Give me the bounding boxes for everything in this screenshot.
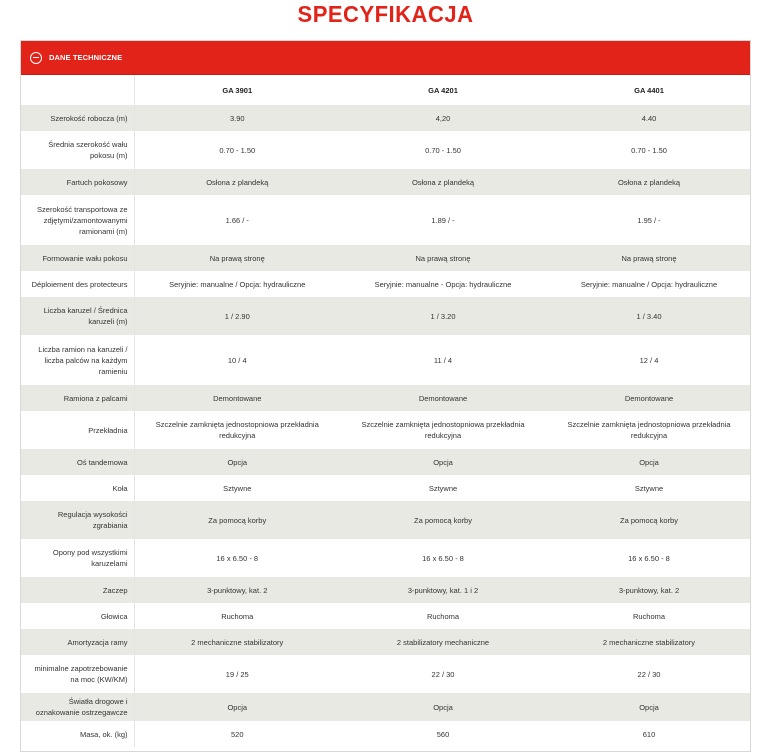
row-label: Liczba ramion na karuzeli / liczba palców na każdym ramieniu — [21, 335, 134, 385]
table-header-row — [21, 75, 751, 105]
row-value: Sztywne — [546, 475, 751, 501]
page-title: SPECYFIKACJA — [297, 1, 474, 28]
row-value: Demontowane — [340, 385, 546, 411]
row-value: Szczelnie zamknięta jednostopniowa przekładnia redukcyjna — [134, 411, 340, 449]
row-label: Światła drogowe i oznakowanie ostrzegawcze — [21, 693, 134, 721]
table-row — [21, 105, 751, 131]
row-value: Sztywne — [134, 475, 340, 501]
row-value: Opcja — [340, 449, 546, 475]
row-value: Demontowane — [134, 385, 340, 411]
row-label: Regulacja wysokości zgrabiania — [21, 501, 134, 539]
row-value: 11 / 4 — [340, 335, 546, 385]
row-label: Szerokość robocza (m) — [21, 105, 134, 131]
row-label: Liczba karuzel / Średnica karuzeli (m) — [21, 297, 134, 335]
row-value: 19 / 25 — [134, 655, 340, 693]
row-value: 3.90 — [134, 105, 340, 131]
row-label: minimalne zapotrzebowanie na moc (KW/KM) — [21, 655, 134, 693]
row-value: Opcja — [134, 449, 340, 475]
table-row — [21, 693, 751, 721]
row-value: 2 mechaniczne stabilizatory — [546, 629, 751, 655]
row-value: Osłona z plandeką — [340, 169, 546, 195]
row-label: Masa, ok. (kg) — [21, 721, 134, 747]
table-row — [21, 629, 751, 655]
row-value: 0.70 - 1.50 — [134, 131, 340, 169]
row-label: Déploiement des protecteurs — [21, 271, 134, 297]
panel-header-label: DANE TECHNICZNE — [49, 53, 123, 62]
row-value: Za pomocą korby — [340, 501, 546, 539]
row-value: Za pomocą korby — [546, 501, 751, 539]
row-value: 12 / 4 — [546, 335, 751, 385]
row-value: Na prawą stronę — [546, 245, 751, 271]
row-value: 1.89 / - — [340, 195, 546, 245]
row-value: 22 / 30 — [546, 655, 751, 693]
row-value: 22 / 30 — [340, 655, 546, 693]
row-label: Ramiona z palcami — [21, 385, 134, 411]
table-row — [21, 169, 751, 195]
row-value: 3-punktowy, kat. 2 — [134, 577, 340, 603]
row-value: 1 / 2.90 — [134, 297, 340, 335]
column-header-ga-4201: GA 4201 — [340, 75, 546, 105]
table-row — [21, 603, 751, 629]
row-label: Amortyzacja ramy — [21, 629, 134, 655]
row-value: Sztywne — [340, 475, 546, 501]
column-header-ga-4401: GA 4401 — [546, 75, 751, 105]
specification-table — [21, 75, 751, 747]
row-label: Oś tandemowa — [21, 449, 134, 475]
row-value: 520 — [134, 721, 340, 747]
column-header-ga-3901: GA 3901 — [134, 75, 340, 105]
specification-panel — [20, 40, 751, 752]
row-value: 10 / 4 — [134, 335, 340, 385]
table-row — [21, 721, 751, 747]
table-row — [21, 411, 751, 449]
table-row — [21, 449, 751, 475]
row-value: 0.70 - 1.50 — [546, 131, 751, 169]
row-value: 4,20 — [340, 105, 546, 131]
table-row — [21, 245, 751, 271]
row-label: Średnia szerokość wału pokosu (m) — [21, 131, 134, 169]
row-label: Opony pod wszystkimi karuzelami — [21, 539, 134, 577]
row-value: 4.40 — [546, 105, 751, 131]
row-value: Szczelnie zamknięta jednostopniowa przekładnia redukcyjna — [340, 411, 546, 449]
table-row — [21, 335, 751, 385]
row-value: 1 / 3.20 — [340, 297, 546, 335]
row-value: 2 stabilizatory mechaniczne — [340, 629, 546, 655]
row-value: Na prawą stronę — [340, 245, 546, 271]
row-value: Ruchoma — [340, 603, 546, 629]
row-value: 16 x 6.50 - 8 — [134, 539, 340, 577]
row-value: Na prawą stronę — [134, 245, 340, 271]
row-value: 2 mechaniczne stabilizatory — [134, 629, 340, 655]
table-row — [21, 385, 751, 411]
row-value: Ruchoma — [134, 603, 340, 629]
row-label: Przekładnia — [21, 411, 134, 449]
row-value: Ruchoma — [546, 603, 751, 629]
row-value: Opcja — [340, 693, 546, 721]
row-value: 1.95 / - — [546, 195, 751, 245]
row-value: Seryjnie: manualne / Opcja: hydrauliczne — [546, 271, 751, 297]
panel-header-dane-techniczne[interactable] — [21, 41, 750, 75]
header-empty-cell — [21, 75, 134, 105]
row-value: 1 / 3.40 — [546, 297, 751, 335]
table-row — [21, 297, 751, 335]
row-value: 16 x 6.50 - 8 — [546, 539, 751, 577]
row-value: Osłona z plandeką — [546, 169, 751, 195]
row-label: Formowanie wału pokosu — [21, 245, 134, 271]
row-value: Opcja — [134, 693, 340, 721]
row-value: 3-punktowy, kat. 1 i 2 — [340, 577, 546, 603]
row-value: 3-punktowy, kat. 2 — [546, 577, 751, 603]
table-row — [21, 577, 751, 603]
table-row — [21, 271, 751, 297]
row-value: 16 x 6.50 - 8 — [340, 539, 546, 577]
table-row — [21, 539, 751, 577]
row-label: Szerokość transportowa ze zdjętymi/zamontowanymi ramionami (m) — [21, 195, 134, 245]
row-value: 0.70 - 1.50 — [340, 131, 546, 169]
table-row — [21, 475, 751, 501]
row-value: Szczelnie zamknięta jednostopniowa przekładnia redukcyjna — [546, 411, 751, 449]
row-value: Osłona z plandeką — [134, 169, 340, 195]
table-row — [21, 655, 751, 693]
row-label: Głowica — [21, 603, 134, 629]
row-value: 1.66 / - — [134, 195, 340, 245]
row-value: 610 — [546, 721, 751, 747]
row-label: Fartuch pokosowy — [21, 169, 134, 195]
row-value: Za pomocą korby — [134, 501, 340, 539]
table-row — [21, 131, 751, 169]
table-row — [21, 195, 751, 245]
row-label: Koła — [21, 475, 134, 501]
row-value: Opcja — [546, 449, 751, 475]
table-row — [21, 501, 751, 539]
row-value: Seryjnie: manualne / Opcja: hydrauliczne — [134, 271, 340, 297]
row-value: Opcja — [546, 693, 751, 721]
minus-circle-icon[interactable] — [30, 52, 42, 64]
row-value: Demontowane — [546, 385, 751, 411]
row-value: Seryjnie: manualne - Opcja: hydrauliczne — [340, 271, 546, 297]
row-value: 560 — [340, 721, 546, 747]
row-label: Zaczep — [21, 577, 134, 603]
